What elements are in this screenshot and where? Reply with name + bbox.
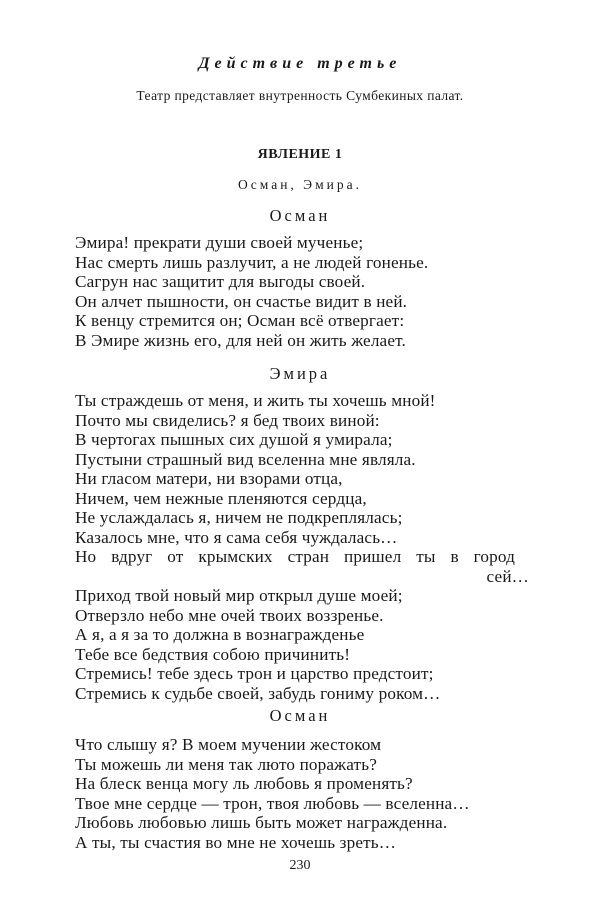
verse-line: Что слышу я? В моем мучении жестоком [75, 735, 382, 754]
verse-line: Стремись! тебе здесь трон и царство предстоит; [75, 664, 434, 683]
verse-line: Ни гласом матери, ни взорами отца, [75, 469, 343, 488]
verse-line: Пустыни страшный вид вселенна мне являла. [75, 449, 416, 469]
verse-line: Не услаждалась я, ничем не подкреплялась; [75, 508, 403, 527]
act-title: Действие третье [198, 55, 402, 72]
verse-line: Но вдруг от крымских стран пришел ты в город [75, 547, 515, 566]
verse-line: Твое мне сердце — трон, твоя любовь — вселенна… [75, 793, 470, 813]
verse-line: В чертогах пышных сих душой я умирала; [75, 430, 393, 449]
speech-verse [75, 735, 515, 852]
verse-line: Тебе все бедствия собою причинить! [75, 644, 351, 664]
verse-line: Ты страждешь от меня, и жить ты хочешь мной! [75, 391, 436, 410]
speaker-name: Эмира [269, 364, 331, 383]
scene-title: ЯВЛЕНИЕ 1 [257, 147, 343, 162]
speech-verse [75, 233, 515, 350]
verse-line: К венцу стремится он; Осман всё отвергает: [75, 311, 405, 330]
verse-line: Любовь любовью лишь быть может награжденна. [75, 813, 448, 832]
verse-line: А я, а я за то должна в вознагражденье [75, 625, 365, 644]
verse-line: Приход твой новый мир открыл душе моей; [75, 586, 403, 605]
scene-cast: Осман, Эмира. [238, 177, 362, 192]
verse-line: Почто мы свиделись? я бед твоих виной: [75, 410, 380, 430]
verse-line: сей… [486, 566, 529, 586]
speaker-name: Осман [269, 206, 331, 225]
verse-line: А ты, ты счастия во мне не хочешь зреть… [75, 832, 397, 852]
stage-direction: Театр представляет внутренность Сумбекиных палат. [136, 88, 464, 103]
verse-line: Эмира! прекрати души своей мученье; [75, 233, 364, 252]
verse-line: Нас смерть лишь разлучит, а не людей гоненье. [75, 252, 429, 272]
verse-line: В Эмире жизнь его, для ней он жить желает. [75, 330, 406, 350]
verse-line: Ты можешь ли меня так люто поражать? [75, 754, 377, 774]
verse-line: Ничем, чем нежные пленяются сердца, [75, 488, 367, 508]
verse-line: Казалось мне, что я сама себя чуждалась… [75, 527, 398, 547]
verse-line: Стремись к судьбе своей, забудь гониму роком… [75, 683, 441, 703]
verse-line: Сагрун нас защитит для выгоды своей. [75, 272, 366, 291]
verse-line: На блеск венца могу ль любовь я променять? [75, 774, 413, 793]
speaker-name: Осман [269, 706, 331, 725]
speech-verse [75, 391, 529, 703]
page-number: 230 [289, 858, 311, 873]
verse-line: Он алчет пышности, он счастье видит в ней. [75, 291, 408, 311]
verse-line: Отверзло небо мне очей твоих воззренье. [75, 605, 384, 625]
